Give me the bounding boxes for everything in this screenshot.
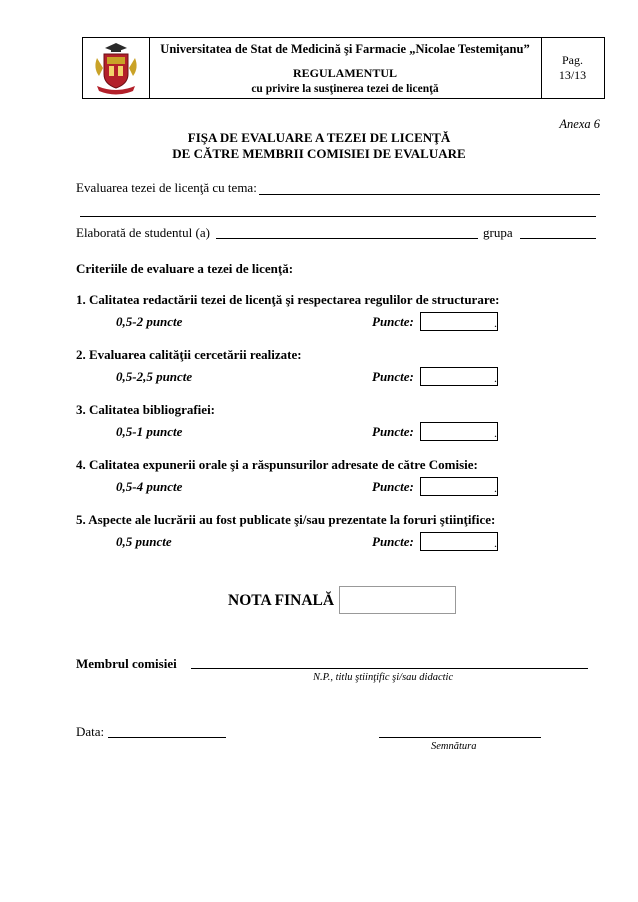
points-input-box[interactable] — [420, 312, 498, 331]
dot: . — [494, 371, 497, 385]
thesis-topic-line[interactable] — [259, 194, 600, 195]
points-label: Puncte: — [372, 534, 414, 549]
committee-member-caption: N.P., titlu ştiinţific şi/sau didactic — [313, 672, 454, 683]
date-label: Data: — [76, 724, 105, 739]
group-line[interactable] — [520, 238, 596, 239]
criteria-heading: Criteriile de evaluare a tezei de licenţă: — [76, 261, 294, 276]
criterion-range: 0,5-2,5 puncte — [116, 369, 193, 384]
committee-member-label: Membrul comisiei — [76, 656, 177, 671]
criterion-title: 1. Calitatea redactării tezei de licenţă şi respectarea regulilor de structurare: — [76, 292, 500, 307]
committee-member-line[interactable] — [191, 668, 588, 669]
date-line[interactable] — [108, 737, 226, 738]
final-grade-box[interactable] — [339, 586, 456, 614]
points-input-box[interactable] — [420, 532, 498, 551]
student-label: Elaborată de studentul (a) — [76, 225, 210, 240]
points-label: Puncte: — [372, 369, 414, 384]
points-input-box[interactable] — [420, 422, 498, 441]
dot: . — [494, 536, 497, 550]
form-title-line-2: DE CĂTRE MEMBRII COMISIEI DE EVALUARE — [172, 146, 466, 161]
page-number: 13/13 — [558, 68, 587, 82]
points-label: Puncte: — [372, 479, 414, 494]
header-title-cell — [149, 38, 542, 98]
dot: . — [494, 426, 497, 440]
thesis-topic-line-2[interactable] — [80, 216, 596, 217]
criterion-title: 2. Evaluarea calităţii cercetării realizate: — [76, 347, 302, 362]
form-title-line-1: FIŞA DE EVALUARE A TEZEI DE LICENŢĂ — [187, 130, 451, 145]
annex-label: Anexa 6 — [559, 117, 600, 131]
thesis-topic-label: Evaluarea tezei de licenţă cu tema: — [76, 180, 257, 195]
criterion-range: 0,5-1 puncte — [116, 424, 183, 439]
logo-cell — [83, 38, 150, 98]
university-logo — [83, 38, 149, 98]
criterion-range: 0,5-4 puncte — [116, 479, 183, 494]
points-input-box[interactable] — [420, 477, 498, 496]
page-label: Pag. — [562, 53, 583, 67]
group-label: grupa — [483, 225, 513, 240]
criterion-title: 4. Calitatea expunerii orale şi a răspunsurilor adresate de către Comisie: — [76, 457, 478, 472]
document-header — [82, 37, 605, 99]
criterion-range: 0,5 puncte — [116, 534, 172, 549]
signature-line[interactable] — [379, 737, 541, 738]
dot: . — [494, 316, 497, 330]
student-name-line[interactable] — [216, 238, 478, 239]
document-title: REGULAMENTUL — [292, 66, 397, 80]
points-input-box[interactable] — [420, 367, 498, 386]
signature-caption: Semnătura — [431, 741, 477, 752]
points-label: Puncte: — [372, 424, 414, 439]
criterion-range: 0,5-2 puncte — [116, 314, 183, 329]
university-name: Universitatea de Stat de Medicină şi Farmacie „Nicolae Testemiţanu” — [160, 42, 530, 56]
page-cell — [541, 38, 604, 98]
criterion-title: 3. Calitatea bibliografiei: — [76, 402, 216, 417]
dot: . — [494, 481, 497, 495]
criterion-title: 5. Aspecte ale lucrării au fost publicate şi/sau prezentate la foruri ştiinţifice: — [76, 512, 496, 527]
document-subtitle: cu privire la susţinerea tezei de licenţă — [251, 83, 439, 95]
final-grade-label: NOTA FINALĂ — [228, 592, 335, 609]
points-label: Puncte: — [372, 314, 414, 329]
